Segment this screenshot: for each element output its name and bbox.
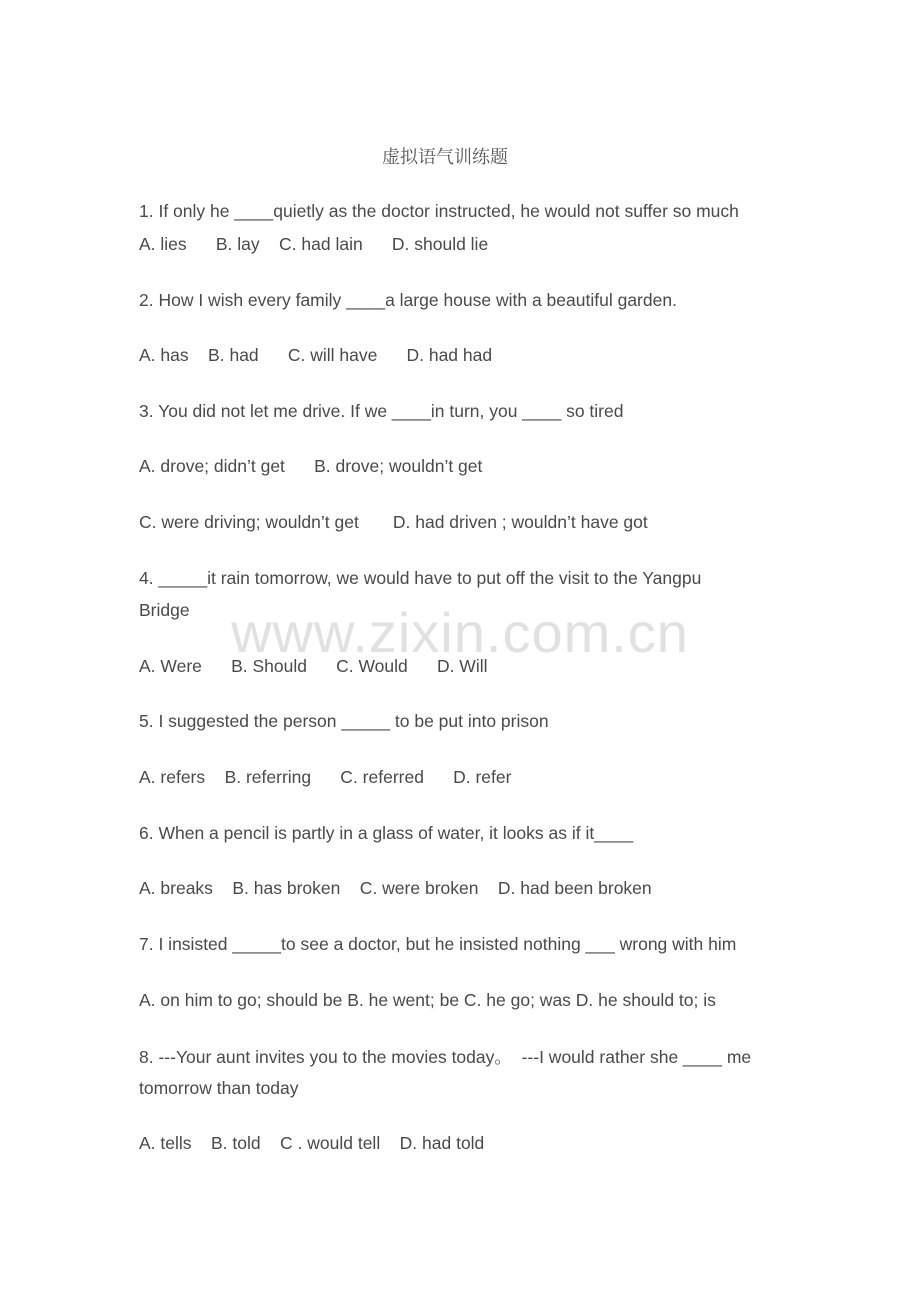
question-6-stem: 6. When a pencil is partly in a glass of water, it looks as if it____ [139,823,634,843]
question-6-options: A. breaks B. has broken C. were broken D. had been broken [139,878,652,898]
page-title: 虚拟语气训练题 [382,147,508,168]
question-1-stem: 1. If only he ____quietly as the doctor instructed, he would not suffer so much [139,201,739,221]
question-2-options: A. has B. had C. will have D. had had [139,345,493,365]
watermark: www.zixin.com.cn [231,601,689,664]
question-2-stem: 2. How I wish every family ____a large house with a beautiful garden. [139,290,677,310]
question-7-options: A. on him to go; should be B. he went; be C. he go; was D. he should to; is [139,990,716,1010]
question-7-stem: 7. I insisted _____to see a doctor, but he insisted nothing ___ wrong with him [139,934,737,954]
question-5-options: A. refers B. referring C. referred D. refer [139,767,512,787]
question-1-options: A. lies B. lay C. had lain D. should lie [139,234,489,254]
question-3-options-row1: A. drove; didn’t get B. drove; wouldn’t get [139,456,483,476]
question-4-stem: 4. _____it rain tomorrow, we would have to put off the visit to the Yangpu [139,568,702,588]
question-4-options: A. Were B. Should C. Would D. Will [139,656,488,676]
question-5-stem: 5. I suggested the person _____ to be put into prison [139,711,549,731]
question-8-stem-cont: tomorrow than today [139,1078,299,1098]
question-8-options: A. tells B. told C . would tell D. had told [139,1133,485,1153]
question-8-stem: 8. ---Your aunt invites you to the movies today。 ---I would rather she ____ me [139,1047,752,1067]
question-4-stem-cont: Bridge [139,600,190,620]
question-3-stem: 3. You did not let me drive. If we ____in turn, you ____ so tired [139,401,624,421]
question-3-options-row2: C. were driving; wouldn’t get D. had driven ; wouldn’t have got [139,512,648,532]
